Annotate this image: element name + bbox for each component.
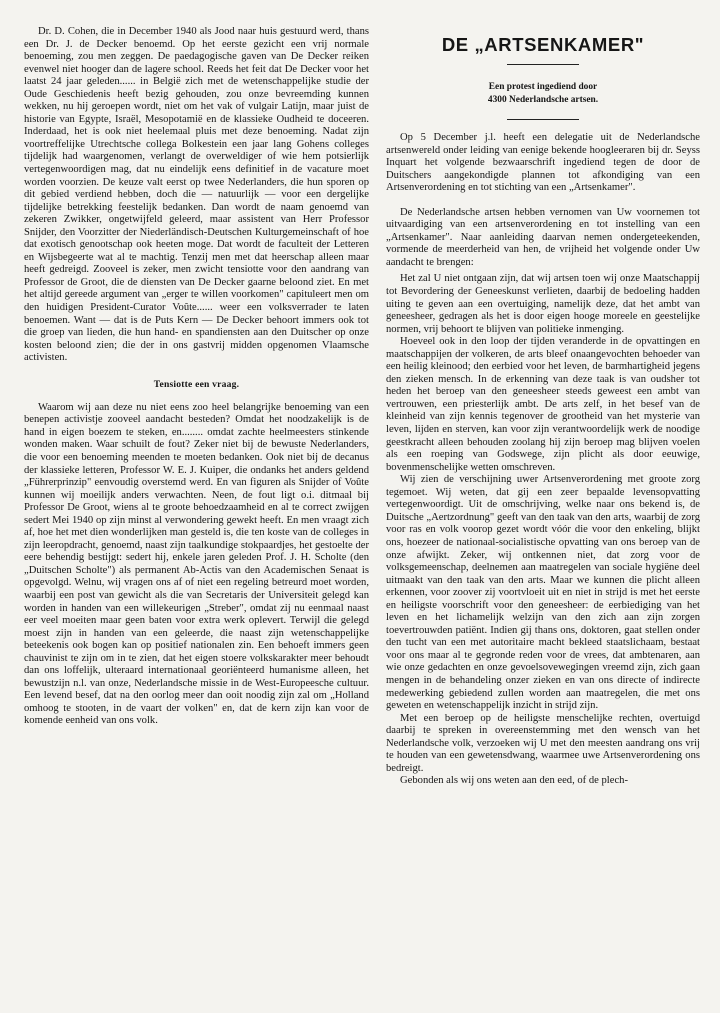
left-paragraph-2: Waarom wij aan deze nu niet eens zoo heel belangrijke benoeming van een benepen activistje zooveel aandacht besteden? Omdat het noodzakelijk is de hand in eigen boezem te steken, en........ omdat zachte heelmeesters stinkende wonden maken. Waar schuilt de fout? Zeker niet bij de bewuste Nederlanders, die voor een benoeming meenden te moeten bedanken. Ook niet bij de decanus der klassieke letteren, Professor W. E. J. Kuiper, die ondanks het anders geldend „Führerprinzip" eenvoudig overstemd werd. En van figuren als Snijder of Voûte kunnen wij moeilijk anders verwachten. Neen, de fout ligt o.i. ditmaal bij Professor De Groot, wiens al te groote behoedzaamheid en al te correct zwijgen sedert Mei 1940 op zijn minst al verwondering gewekt heeft. En men vraagt zich af, hoe het met dien wonderlijken man gesteld is, die ten koste van de colleges in zijn leeropdracht, genoemd, naast zijn taalkundige stokpaardjes, het gestoelte der eere behendig bestijgt: sedert hij, enkele jaren geleden Prof. J. H. Scholte (den „Duitschen Scholte") als permanent Ab-Actis van den Academischen Senaat is opgevolgd. Welnu, wij vragen ons af of niet een regeling betreurd moet worden, waarbij een post van gewicht als die van Secretaris der Universiteit gelegd kan worden in handen van een willekeurigen „Streber", omdat zij nu eenmaal naast eer veel moeiten maar geen baten voor extra werk oplevert. Terwijl die gelegd moest zijn in handen van een geleerde, die naast zijn wetenschappelijke beteekenis ook bogen kan op positief nationalen zin. Een behoeft immers geen chauvinist te zijn om in te zien, dat het eigen stoere volkskarakter meer behoudt dan ons loffelijk, ulteraard internationaal georiënteerd humanisme alleen, het bewustzijn n.l. van onze, Nederlandsche missie in de West-Europeesche cultuur. Een levend besef, dat na den oorlog meer dan ooit noodig zijn zal om „Holland omhoog te stooten, in de vaart der volken" en, dat de kern zijn kan voor de komende eenheid van ons volk.: [24, 401, 369, 727]
article-lead-line-1: Een protest ingediend door: [488, 82, 598, 92]
left-subheading: Tensiotte een vraag.: [153, 378, 240, 390]
right-paragraph-6: Met een beroep op de heiligste menschelijke rechten, overtuigd daarbij te spreken in overeenstemming met den wensch van het Nederlandsche volk, verzoeken wij U met den meesten aandrang ons vrij te houden van een gewetensdwang, waarmee uwe Artsenverordening ons bedreigt.: [386, 712, 700, 774]
right-paragraph-5: Wij zien de verschijning uwer Artsenverordening met groote zorg tegemoet. Wij weten, dat gij een zeer bepaalde levensopvatting vertegenwoordigt. Uit de omschrijving, welke naar ons bekend is, de Duitsche „Aertzordnung" geeft van den taak van den arts, waarbij de zorg voor ras en volk voorop gezet wordt vóór die voor den enkeling, blijkt ons, hoezeer de nationaal-socialistische opvatting van ons beroep van de onze afwijkt. Zeker, wij ontkennen niet, dat zorg voor de volksgemeenschap, deelnemen aan maatregelen van sociale hygiëne deel uitmaakt van den taak van den arts. Maar we kunnen die plicht alleen erkennen, voor zoover zij voortvloeit uit en niet in strijd is met het eerste en heiligste voorschrift voor den geneesheer: de eerbiediging van het leven en het lichamelijk welzijn van den zich aan zijn zorgen toevertrouwden patiënt. Indien gij thans ons, doktoren, gaat stellen onder den tucht van een met autoritaire macht bekleed staatslichaam, bestaat voor ons maar al te gegronde reden voor de vrees, dat ambtenaren, aan wie onze gedachten en onze gevoelsovewegingen vreemd zijn, zich gaan mengen in de behandeling onzer zieken en van ons directe of indirecte medewerking gebiedend zullen worden aan maatregelen, die met ons geweten en wetenschappelijk inzicht in strijd zijn.: [386, 474, 700, 712]
article-lead-line-2: 4300 Nederlandsche artsen.: [487, 95, 599, 105]
right-paragraph-1: Op 5 December j.l. heeft een delegatie uit de Nederlandsche artsenwereld onder leiding van eenige bekende hoogleeraren bij dr. Seyss Inquart het volgende bezwaarschrift ingediend tegen de door de Duitschers aangekondigde plannen tot afkondiging van een Artsenverordening en tot stichting van een „Artsenkamer".: [386, 132, 700, 194]
right-paragraph-4: Hoeveel ook in den loop der tijden veranderde in de opvattingen en maatschappijen der volkeren, de arts bleef onaangevochten behoeder van een heilig kleinood; den eerbied voor het leven, de barmhartigheid jegens den zieken mensch. In de erkenning van deze taak is van oudsher tot heden het beroep van den geneesheer steeds geweest een ambt van vertrouwen, een priesterlijk ambt. De arts zelf, in het besef van de kleinheid van zijn kennis tegenover de grootheid van het mysterie van leven, lijden en sterven, kan voor zijn verantwoordelijk werk de noodige geestkracht alleen behouden zoolang hij zijn beroep mag blijven voelen als een roeping van Godswege, zijn plicht als door eeuwige, bovenmenschelijke wetten omschreven.: [386, 336, 700, 473]
right-paragraph-7: Gebonden als wij ons weten aan den eed, of de plech-: [400, 775, 628, 787]
left-paragraph-1: Dr. D. Cohen, die in December 1940 als Jood naar huis gestuurd werd, thans een Dr. J. de Decker benoemd. Op het eerste gezicht een vrij normale benoeming, zou men zeggen. De paedagogische gaven van De Decker reiken evenwel niet hooger dan de lagere school. Reeds het feit dat De Decker voor het laatst 24 jaar geleden...... in België zich met de wetenschappelijke studie der Oude Geschiedenis heeft bezig gehouden, zou onze bevreemding kunnen wekken, nu hij geroepen wordt, niet om het vak of vulgair Latijn, maar juist de historie van Egypte, Israël, Mesopotamië en de klassieke Oudheid te doceeren. Inderdaad, het is ook niet heelemaal pluis met deze benoeming. Nadat zijn voortreffelijke Utrechtsche collega Bolkestein een jaar lang Gohens colleges tijdelijk had waargenomen, verlangt de overweldiger of wie hem potsierlijk vertegenwoordigen mag, dat nu eindelijk eens definitief in de vacature moet worden voorzien. De keuze valt eerst op twee Nederlanders, die hun sporen op dit gebied verdiend hebben, doch die — natuurlijk — voor een dergelijke tijdelijke betrekking feestelijk bedanken. Dan wordt de naam genoemd van zekeren Zwikker, ongetwijfeld geleerd, maar assistent van Herr Professor Snijder, den Voorzitter der Niederländisch-Deutschen Kulturgemeinschaft of hoe dat exotisch genootschap ook heeten moge. Dat wordt de faculteit der Letteren en Wijsbegeerte wat al te machtig. Tenzij men met dat heerschap alleen maar heeft gedreigd. Zooveel is zeker, men zwicht tensiotte voor den aandrang van Professor de Groot, die de diensten van De Decker gaarne beloond ziet. En met het altijd gereede argument van „erger te willen voorkomen" capituleert men om den huidigen President-Curator Voûte...... weer een volksverrader te laten benoemen. Want — dat is de Puts Kern — De Decker behoort immers ook tot die groep van lieden, die hun hand- en spandiensten aan den Duitscher op onze kosten beloond zien; die der in ons gastvrij midden opgenomen Vlaamsche activisten.: [24, 26, 369, 364]
left-column: [24, 26, 369, 728]
right-paragraph-2: De Nederlandsche artsen hebben vernomen van Uw voornemen tot uitvaardiging van een artsenverordening en tot instelling van een „Artsenkamer". Naar aanleiding daarvan nemen ondergeteekenden, vormende de meerderheid van hen, de vrijheid het volgende onder Uw aandacht te brengen:: [386, 206, 700, 268]
article-headline: DE „ARTSENKAMER": [441, 34, 645, 55]
article-lead: [386, 81, 700, 107]
right-column: [386, 26, 700, 788]
headline-rule: [507, 64, 579, 65]
right-paragraph-3: Het zal U niet ontgaan zijn, dat wij artsen toen wij onze Maatschappij tot Bevordering der Geneeskunst verlieten, daarbij de bedoeling hadden uiting te geven aan een overtuiging, namelijk deze, dat het ambt van geneesheer, gedragen als het is door eigen hooge moreele en geestelijke normen, vrij behoort te blijven van politieke inmenging.: [386, 273, 700, 335]
